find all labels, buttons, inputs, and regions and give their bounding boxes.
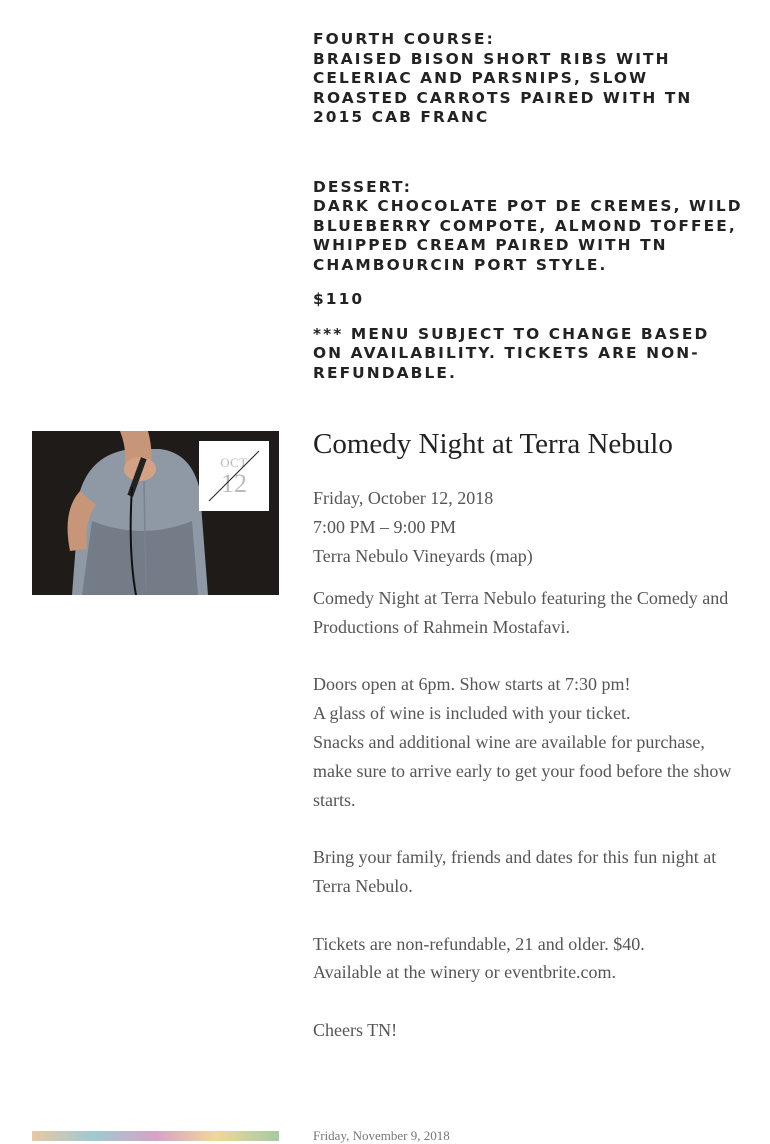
event-meta bbox=[313, 484, 533, 571]
event-location bbox=[313, 542, 533, 571]
description-paragraph: Cheers TN! bbox=[313, 1019, 398, 1040]
menu-disclaimer: *** MENU SUBJECT TO CHANGE BASED ON AVAILABILITY. TICKETS ARE NON-REFUNDABLE. bbox=[313, 324, 710, 382]
price: $110 bbox=[313, 290, 365, 308]
next-event-date: Friday, November 9, 2018 bbox=[313, 1128, 450, 1143]
description-paragraph: Snacks and additional wine are available for purchase, make sure to arrive early to get your food before the show starts. bbox=[313, 731, 732, 810]
fourth-course-heading: FOURTH COURSE: bbox=[313, 30, 495, 48]
description-paragraph: Bring your family, friends and dates for this fun night at Terra Nebulo. bbox=[313, 847, 717, 896]
dessert-heading: DESSERT: bbox=[313, 177, 413, 196]
fourth-course-text: BRAISED BISON SHORT RIBS WITH CELERIAC AND PARSNIPS, SLOW ROASTED CARROTS PAIRED WITH TN 2015 CAB FRANC bbox=[313, 49, 693, 126]
description-paragraph: A glass of wine is included with your ticket. bbox=[313, 703, 631, 724]
date-slash-icon bbox=[199, 441, 269, 511]
event-venue: Terra Nebulo Vineyards bbox=[313, 546, 486, 566]
date-month: OCT bbox=[220, 455, 248, 470]
event-title[interactable]: Comedy Night at Terra Nebulo bbox=[313, 428, 673, 460]
event-date-badge bbox=[199, 441, 269, 511]
previous-event-menu bbox=[313, 30, 743, 383]
event-date: Friday, October 12, 2018 bbox=[313, 488, 494, 508]
map-link[interactable]: (map) bbox=[489, 546, 533, 566]
description-paragraph: Doors open at 6pm. Show starts at 7:30 pm! bbox=[313, 674, 631, 695]
next-event-thumbnail-link[interactable] bbox=[32, 1131, 279, 1141]
event-description bbox=[313, 584, 743, 1045]
description-paragraph: Comedy Night at Terra Nebulo featuring the Comedy and Productions of Rahmein Mostafavi. bbox=[313, 588, 729, 637]
event-time: 7:00 PM – 9:00 PM bbox=[313, 517, 457, 537]
dessert-text: DARK CHOCOLATE POT DE CREMES, WILD BLUEBERRY COMPOTE, ALMOND TOFFEE, WHIPPED CREAM PAIRED WITH TN CHAMBOURCIN PORT STYLE. bbox=[313, 197, 743, 274]
date-day: 12 bbox=[221, 469, 247, 498]
description-paragraph: Available at the winery or eventbrite.com. bbox=[313, 962, 617, 983]
description-paragraph: Tickets are non-refundable, 21 and older. $40. bbox=[313, 933, 645, 954]
